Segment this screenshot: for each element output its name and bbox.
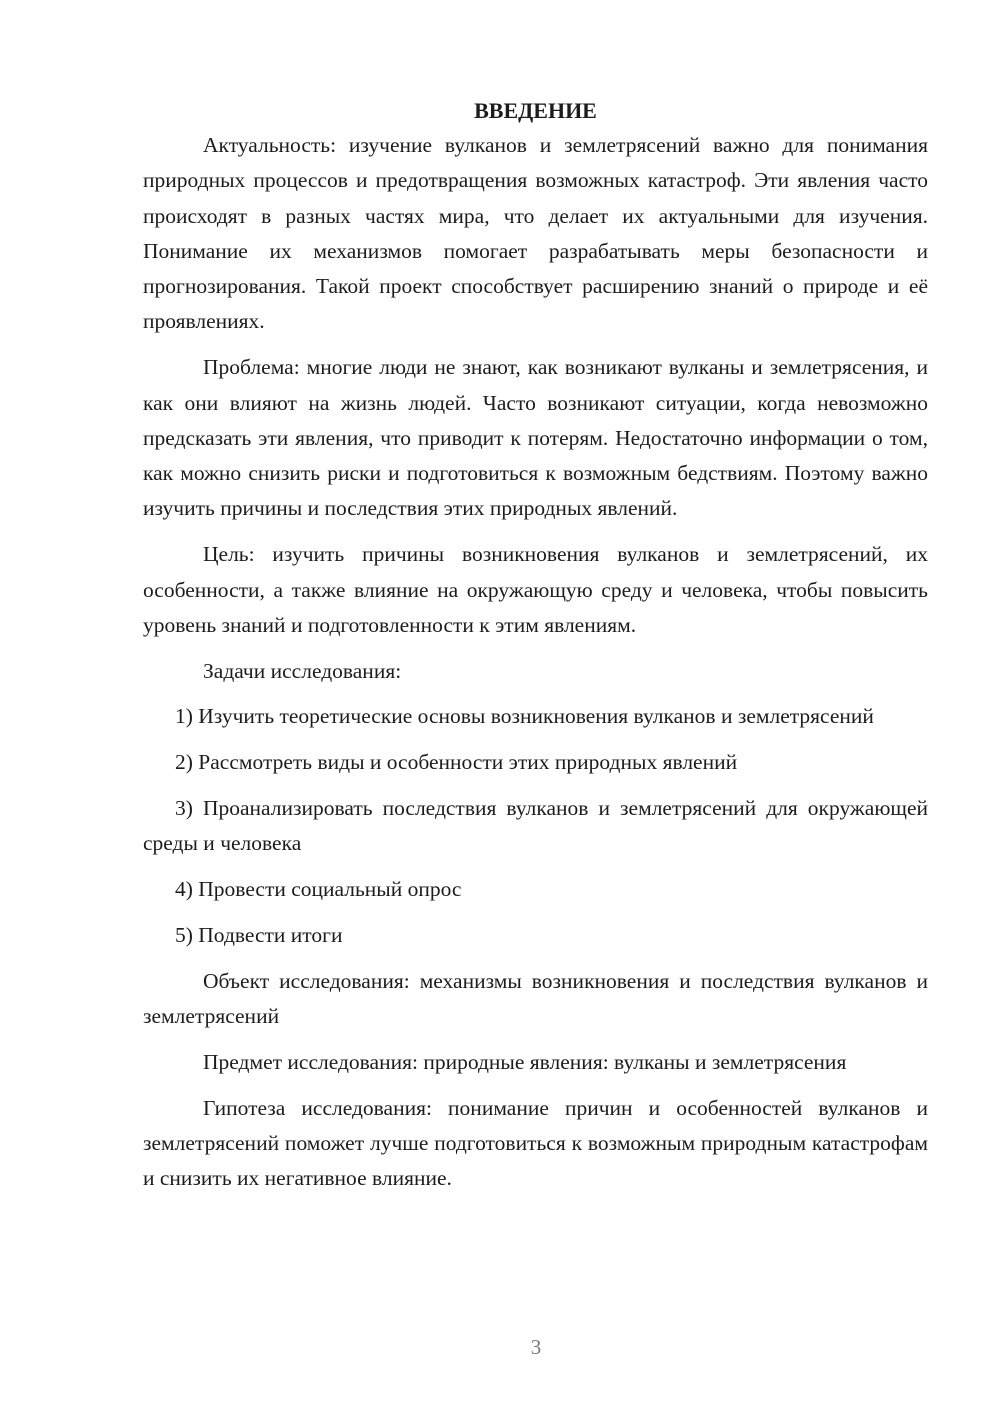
task-item: 3) Проанализировать последствия вулканов и землетрясений для окружающей среды и человека: [143, 796, 928, 856]
document-page: [143, 93, 928, 1197]
task-item: 4) Провести социальный опрос: [175, 877, 462, 902]
task-item: 2) Рассмотреть виды и особенности этих природных явлений: [175, 750, 738, 775]
tasks-heading: Задачи исследования:: [203, 658, 402, 683]
hypothesis-paragraph: Гипотеза исследования: понимание причин и особенностей вулканов и землетрясений поможет лучше подготовиться к возможным природным катастрофам и снизить их негативное влияние.: [143, 1095, 928, 1191]
subject-paragraph: Предмет исследования: природные явления: вулканы и землетрясения: [203, 1049, 847, 1074]
goal-paragraph: Цель: изучить причины возникновения вулканов и землетрясений, их особенности, а также влияние на окружающую среду и человека, чтобы повысить уровень знаний и подготовленности к этим явлениям.: [143, 542, 928, 637]
page-number: 3: [530, 1335, 542, 1359]
relevance-paragraph: Актуальность: изучение вулканов и землетрясений важно для понимания природных процессов и предотвращения возможных катастроф. Эти явления часто происходят в разных частях мира, что делает их актуальными для изучения. Понимание их механизмов помогает разрабатывать меры безопасности и прогнозирования. Такой проект способствует расширению знаний о природе и её проявлениях.: [143, 133, 928, 334]
task-item: 5) Подвести итоги: [175, 922, 343, 947]
problem-paragraph: Проблема: многие люди не знают, как возникают вулканы и землетрясения, и как они влияют на жизнь людей. Часто возникают ситуации, когда невозможно предсказать эти явления, что приводит к потерям. Недостаточно информации о том, как можно снизить риски и подготовиться к возможным бедствиям. Поэтому важно изучить причины и последствия этих природных явлений.: [143, 355, 928, 521]
document-title: ВВЕДЕНИЕ: [474, 98, 597, 123]
object-paragraph: Объект исследования: механизмы возникновения и последствия вулканов и землетрясений: [143, 968, 928, 1029]
task-item: 1) Изучить теоретические основы возникновения вулканов и землетрясений: [175, 704, 874, 729]
